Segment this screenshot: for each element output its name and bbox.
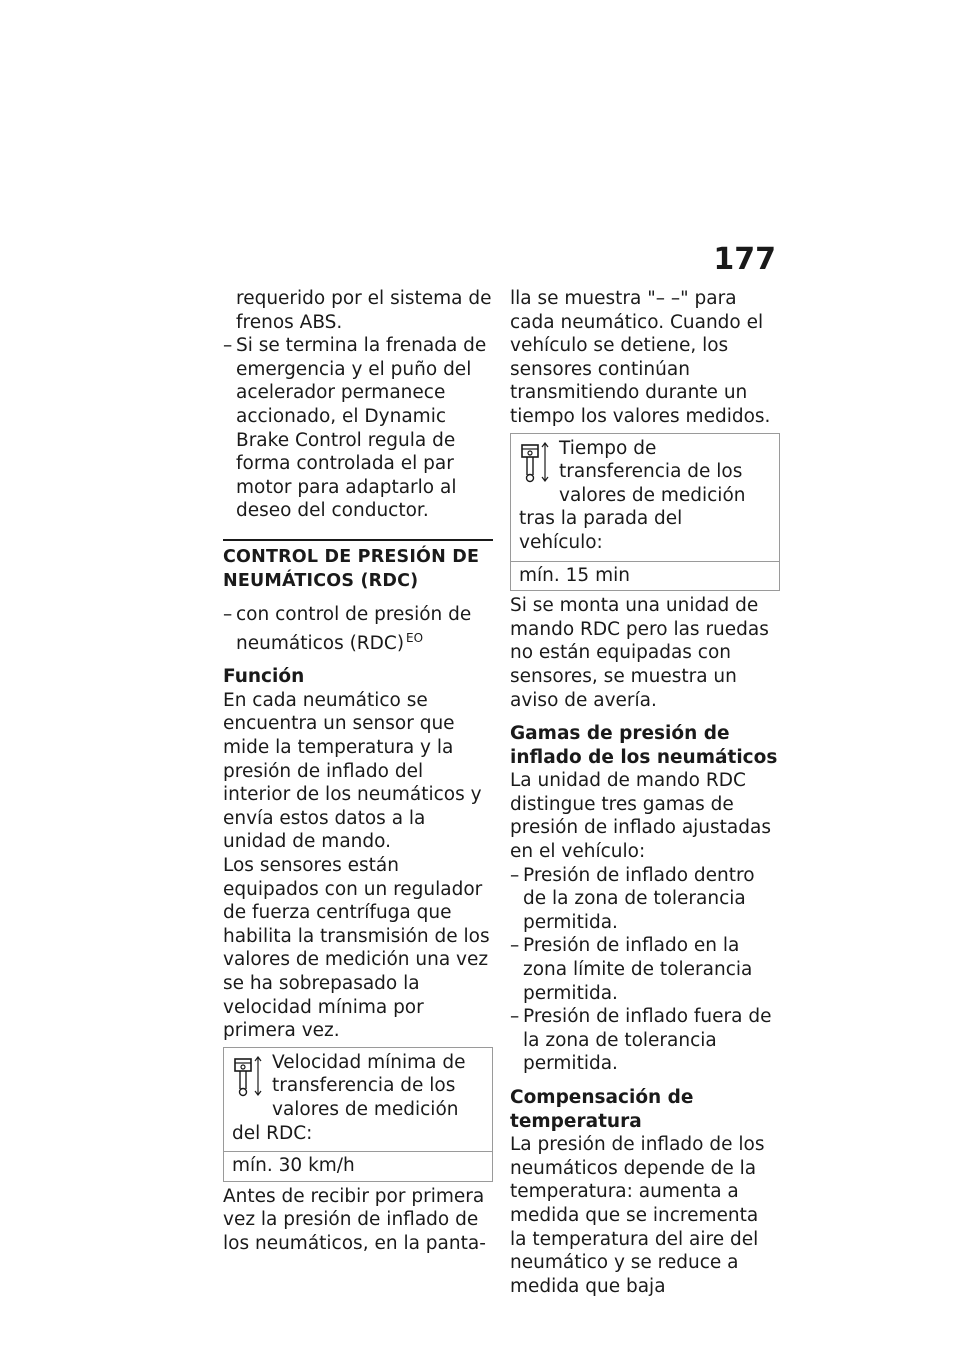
list-item	[223, 334, 493, 523]
list-item-text: con control de presión de neumáticos (RDC)	[236, 603, 472, 654]
list-item-text: Presión de inflado en la zona límite de tolerancia permitida.	[523, 935, 753, 1004]
measurement-gauge-icon	[232, 1053, 266, 1099]
spec-header	[224, 1048, 492, 1151]
section-divider	[223, 539, 493, 541]
list-item-text: Presión de inflado fuera de la zona de tolerancia permitida.	[523, 1006, 772, 1075]
dash-bullet: –	[510, 864, 520, 886]
right-column	[510, 287, 780, 1298]
list-item-text: Si se termina la frenada de emergencia y el puño del acelerador permanece accionado, el Dynamic Brake Control regula de forma controlada el par motor para adaptarlo al deseo del conductor.	[236, 335, 487, 522]
spec-box	[510, 433, 780, 592]
paragraph: Los sensores están equipados con un regulador de fuerza centrífuga que habilita la transmisión de los valores de medición una vez se ha sobrepasado la velocidad mínima por primera vez.	[223, 855, 490, 1042]
dash-bullet: –	[223, 603, 233, 625]
paragraph: Antes de recibir por primera vez la presión de inflado de los neumáticos, en la panta-	[223, 1185, 486, 1254]
spec-label: Velocidad mínima de transferencia de los valores de medición del RDC:	[232, 1051, 466, 1144]
measurement-gauge-icon	[519, 439, 553, 485]
continued-text-line: requerido por el sistema de	[236, 288, 492, 309]
subsection-title: Función	[223, 666, 305, 688]
dash-bullet: –	[223, 335, 233, 357]
dash-bullet: –	[510, 935, 520, 957]
continued-text-line: frenos ABS.	[236, 311, 343, 333]
list-item	[510, 864, 780, 935]
spec-value: mín. 30 km/h	[224, 1151, 492, 1181]
section-title	[223, 545, 493, 593]
subsection-title: Gamas de presión de inflado de los neumáticos	[510, 723, 778, 768]
section-title-line: NEUMÁTICOS (RDC)	[223, 570, 419, 591]
spec-box	[223, 1047, 493, 1182]
spec-header	[511, 434, 779, 561]
page-number: 177	[713, 242, 776, 277]
list-item	[510, 1005, 780, 1076]
paragraph: Si se monta una unidad de mando RDC pero las ruedas no están equipadas con sensores, se muestra un aviso de avería.	[510, 595, 769, 711]
list-item	[223, 603, 493, 655]
list-item-text: Presión de inflado dentro de la zona de tolerancia permitida.	[523, 864, 755, 933]
subsection-title: Compensación de temperatura	[510, 1087, 694, 1132]
left-column	[223, 287, 493, 1256]
paragraph: La presión de inflado de los neumáticos depende de la temperatura: aumenta a medida que se incrementa la temperatura del aire del neumático y se reduce a medida que baja	[510, 1134, 765, 1297]
paragraph: En cada neumático se encuentra un sensor que mide la temperatura y la presión de inflado del interior de los neumáticos y envía estos datos a la unidad de mando.	[223, 689, 482, 853]
option-superscript: EO	[406, 630, 424, 645]
spec-value: mín. 15 min	[511, 561, 779, 591]
list-item	[510, 934, 780, 1005]
paragraph: lla se muestra "– –" para cada neumático. Cuando el vehículo se detiene, los sensores continúan transmitiendo durante un tiempo los valores medidos.	[510, 288, 771, 427]
dash-bullet: –	[510, 1006, 520, 1028]
paragraph: La unidad de mando RDC distingue tres gamas de presión de inflado ajustadas en el vehículo:	[510, 770, 771, 863]
spec-label: Tiempo de transferencia de los valores de medición tras la parada del vehículo:	[519, 437, 746, 553]
section-title-line: CONTROL DE PRESIÓN DE	[223, 546, 480, 567]
